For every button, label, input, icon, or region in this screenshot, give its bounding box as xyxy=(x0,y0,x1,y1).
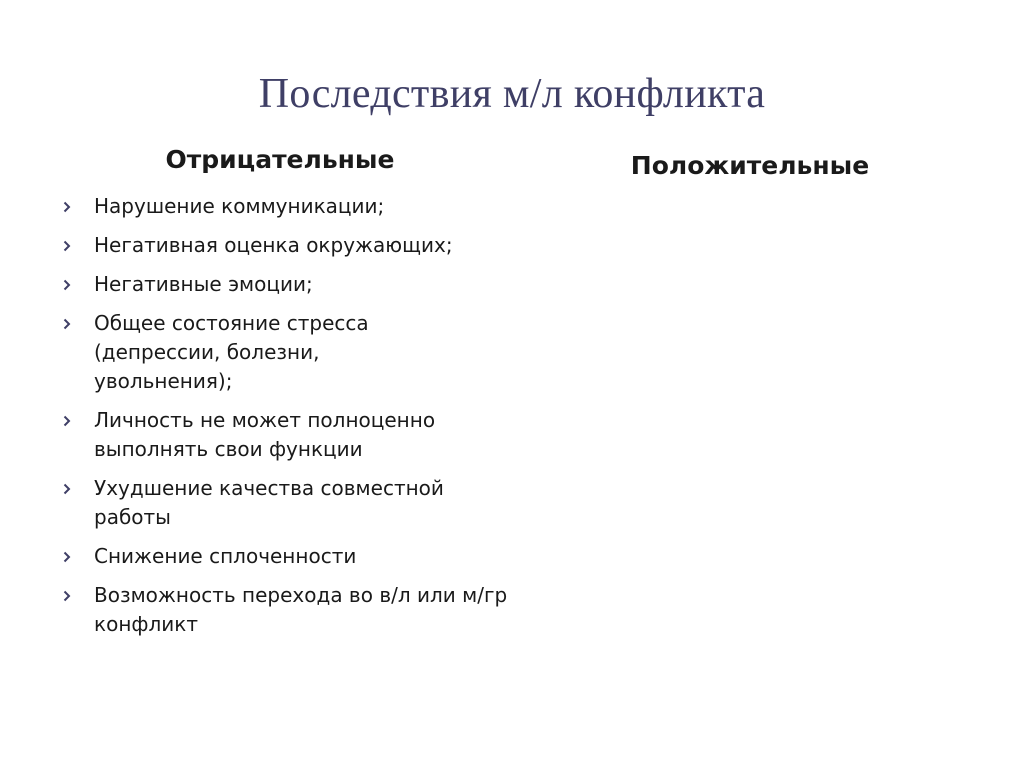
chevron-right-icon xyxy=(60,406,74,435)
list-item-text: Общее состояние стресса (депрессии, болезни, увольнения); xyxy=(94,311,369,393)
list-item xyxy=(58,309,394,396)
list-item xyxy=(58,231,508,260)
list-item-text: Ухудшение качества совместной работы xyxy=(94,476,444,529)
chevron-right-icon xyxy=(60,542,74,571)
chevron-right-icon xyxy=(60,309,74,338)
negative-heading: Отрицательные xyxy=(165,145,395,174)
list-item xyxy=(58,192,508,221)
list-item xyxy=(58,270,508,299)
list-item-text: Личность не может полноценно выполнять свои функции xyxy=(94,408,436,461)
chevron-right-icon xyxy=(60,270,74,299)
list-item xyxy=(58,542,508,571)
list-item-text: Возможность перехода во в/л или м/гр конфликт xyxy=(94,583,508,636)
list-item-text: Нарушение коммуникации; xyxy=(94,194,385,218)
negative-consequences-list xyxy=(58,192,508,649)
list-item-text: Снижение сплоченности xyxy=(94,544,357,568)
list-item-text: Негативная оценка окружающих; xyxy=(94,233,453,257)
chevron-right-icon xyxy=(60,231,74,260)
chevron-right-icon xyxy=(60,192,74,221)
positive-heading: Положительные xyxy=(630,151,870,180)
list-item xyxy=(58,474,514,532)
list-item-text: Негативные эмоции; xyxy=(94,272,313,296)
chevron-right-icon xyxy=(60,581,74,610)
list-item xyxy=(58,581,534,639)
list-item xyxy=(58,406,514,464)
chevron-right-icon xyxy=(60,474,74,503)
slide-title: Последствия м/л конфликта xyxy=(258,71,766,117)
